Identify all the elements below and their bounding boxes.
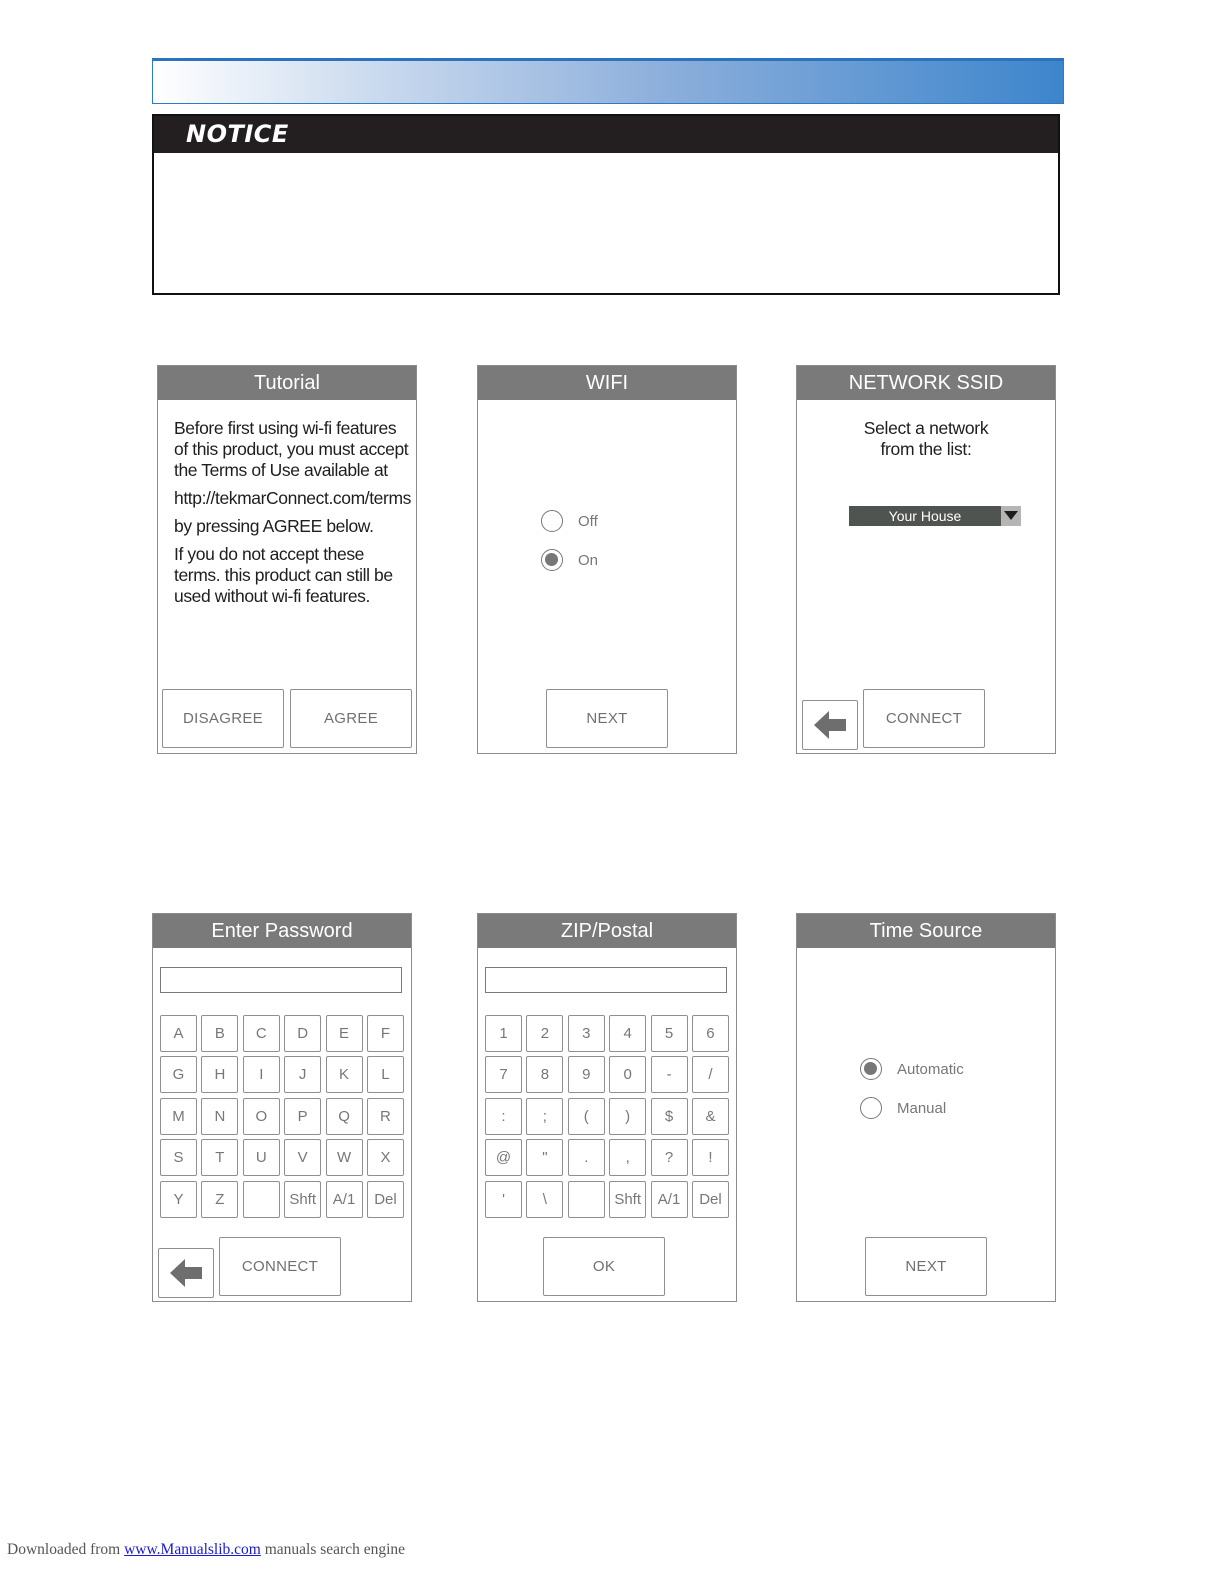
- screen-title: Enter Password: [153, 914, 411, 948]
- zip-key[interactable]: :: [485, 1098, 522, 1135]
- zip-key[interactable]: 1: [485, 1015, 522, 1052]
- zip-key[interactable]: 0: [609, 1056, 646, 1093]
- password-key[interactable]: A: [160, 1015, 197, 1052]
- radio-unselected-icon[interactable]: [860, 1097, 882, 1119]
- password-keyboard: [160, 1015, 404, 1218]
- zip-key[interactable]: 4: [609, 1015, 646, 1052]
- ok-button[interactable]: OK: [543, 1237, 665, 1296]
- zip-key[interactable]: ;: [526, 1098, 563, 1135]
- password-key[interactable]: C: [243, 1015, 280, 1052]
- zip-input[interactable]: [485, 967, 727, 993]
- zip-key[interactable]: ": [526, 1139, 563, 1176]
- wifi-screen: [477, 365, 737, 754]
- zip-key[interactable]: 5: [651, 1015, 688, 1052]
- back-button[interactable]: [158, 1248, 214, 1298]
- tutorial-text: [174, 418, 410, 607]
- terms-url: http://tekmarConnect.com/terms: [174, 488, 411, 508]
- notice-box: [152, 114, 1060, 295]
- zip-key[interactable]: ?: [651, 1139, 688, 1176]
- screen-title: ZIP/Postal: [478, 914, 736, 948]
- zip-key[interactable]: ,: [609, 1139, 646, 1176]
- tutorial-screen: [157, 365, 417, 754]
- zip-key[interactable]: @: [485, 1139, 522, 1176]
- connect-button[interactable]: CONNECT: [219, 1237, 341, 1296]
- password-key[interactable]: B: [201, 1015, 238, 1052]
- footer-prefix: Downloaded from: [7, 1541, 121, 1558]
- zip-key[interactable]: ': [485, 1181, 522, 1218]
- terms-intro: Before first using wi-fi features of this product, you must accept the Terms of Use available at: [174, 418, 409, 480]
- password-key[interactable]: W: [326, 1139, 363, 1176]
- ssid-prompt: [797, 418, 1055, 460]
- screen-title: Tutorial: [158, 366, 416, 400]
- password-key[interactable]: Q: [326, 1098, 363, 1135]
- zip-key[interactable]: !: [692, 1139, 729, 1176]
- terms-decline-note: If you do not accept these terms. this product can still be used without wi-fi features.: [174, 544, 393, 606]
- screen-title: NETWORK SSID: [797, 366, 1055, 400]
- zip-key[interactable]: Shft: [609, 1181, 646, 1218]
- password-key[interactable]: F: [367, 1015, 404, 1052]
- zip-key[interactable]: A/1: [651, 1181, 688, 1218]
- time-source-screen: [796, 913, 1056, 1302]
- password-key[interactable]: Del: [367, 1181, 404, 1218]
- zip-keyboard: [485, 1015, 729, 1218]
- radio-unselected-icon[interactable]: [541, 510, 563, 532]
- zip-key[interactable]: /: [692, 1056, 729, 1093]
- zip-key[interactable]: &: [692, 1098, 729, 1135]
- disagree-button[interactable]: DISAGREE: [162, 689, 284, 748]
- password-key[interactable]: U: [243, 1139, 280, 1176]
- password-key[interactable]: R: [367, 1098, 404, 1135]
- password-key[interactable]: G: [160, 1056, 197, 1093]
- zip-key[interactable]: 7: [485, 1056, 522, 1093]
- zip-key[interactable]: $: [651, 1098, 688, 1135]
- password-key[interactable]: O: [243, 1098, 280, 1135]
- network-dropdown[interactable]: [849, 506, 1021, 526]
- zip-key[interactable]: [568, 1181, 605, 1218]
- back-button[interactable]: [802, 700, 858, 750]
- password-key[interactable]: X: [367, 1139, 404, 1176]
- zip-key[interactable]: Del: [692, 1181, 729, 1218]
- zip-postal-screen: [477, 913, 737, 1302]
- radio-label: Automatic: [897, 1060, 964, 1078]
- password-input[interactable]: [160, 967, 402, 993]
- network-dropdown-value: Your House: [888, 508, 962, 524]
- password-key[interactable]: N: [201, 1098, 238, 1135]
- terms-agree-instruction: by pressing AGREE below.: [174, 516, 374, 536]
- zip-key[interactable]: 9: [568, 1056, 605, 1093]
- password-key[interactable]: J: [284, 1056, 321, 1093]
- password-key[interactable]: I: [243, 1056, 280, 1093]
- manualslib-link[interactable]: www.Manualslib.com: [124, 1541, 261, 1558]
- password-key[interactable]: K: [326, 1056, 363, 1093]
- zip-key[interactable]: 6: [692, 1015, 729, 1052]
- password-key[interactable]: M: [160, 1098, 197, 1135]
- zip-key[interactable]: 3: [568, 1015, 605, 1052]
- footer: [7, 1541, 405, 1559]
- zip-key[interactable]: 2: [526, 1015, 563, 1052]
- connect-button[interactable]: CONNECT: [863, 689, 985, 748]
- ssid-prompt-line: Select a network: [863, 418, 989, 438]
- password-key[interactable]: T: [201, 1139, 238, 1176]
- wifi-off-option[interactable]: [541, 510, 598, 532]
- network-ssid-screen: [796, 365, 1056, 754]
- zip-key[interactable]: 8: [526, 1056, 563, 1093]
- radio-label: Off: [578, 512, 598, 530]
- zip-key[interactable]: -: [651, 1056, 688, 1093]
- notice-title: NOTICE: [186, 120, 289, 148]
- zip-key[interactable]: ): [609, 1098, 646, 1135]
- radio-label: Manual: [897, 1099, 947, 1117]
- password-key[interactable]: Y: [160, 1181, 197, 1218]
- radio-label: On: [578, 551, 599, 569]
- zip-key[interactable]: \: [526, 1181, 563, 1218]
- ssid-prompt-line: from the list:: [880, 439, 972, 459]
- password-key[interactable]: E: [326, 1015, 363, 1052]
- screen-title: WIFI: [478, 366, 736, 400]
- radio-selected-icon[interactable]: [860, 1058, 882, 1080]
- next-button[interactable]: NEXT: [546, 689, 668, 748]
- zip-key[interactable]: .: [568, 1139, 605, 1176]
- notice-header: [154, 116, 1058, 153]
- password-key[interactable]: D: [284, 1015, 321, 1052]
- header-gradient-bar: [152, 58, 1064, 104]
- next-button[interactable]: NEXT: [865, 1237, 987, 1296]
- password-key[interactable]: H: [201, 1056, 238, 1093]
- password-key[interactable]: L: [367, 1056, 404, 1093]
- triangle-down-icon[interactable]: [1001, 506, 1021, 526]
- password-key[interactable]: V: [284, 1139, 321, 1176]
- arrow-left-icon: [812, 709, 848, 741]
- screen-title: Time Source: [797, 914, 1055, 948]
- agree-button[interactable]: AGREE: [290, 689, 412, 748]
- password-key[interactable]: Z: [201, 1181, 238, 1218]
- wifi-on-option[interactable]: [541, 549, 598, 571]
- time-manual-option[interactable]: [860, 1097, 946, 1119]
- password-key[interactable]: [243, 1181, 280, 1218]
- password-key[interactable]: P: [284, 1098, 321, 1135]
- zip-key[interactable]: (: [568, 1098, 605, 1135]
- enter-password-screen: [152, 913, 412, 1302]
- footer-suffix: manuals search engine: [264, 1541, 406, 1558]
- time-automatic-option[interactable]: [860, 1058, 964, 1080]
- password-key[interactable]: A/1: [326, 1181, 363, 1218]
- radio-selected-icon[interactable]: [541, 549, 563, 571]
- password-key[interactable]: S: [160, 1139, 197, 1176]
- password-key[interactable]: Shft: [284, 1181, 321, 1218]
- arrow-left-icon: [168, 1257, 204, 1289]
